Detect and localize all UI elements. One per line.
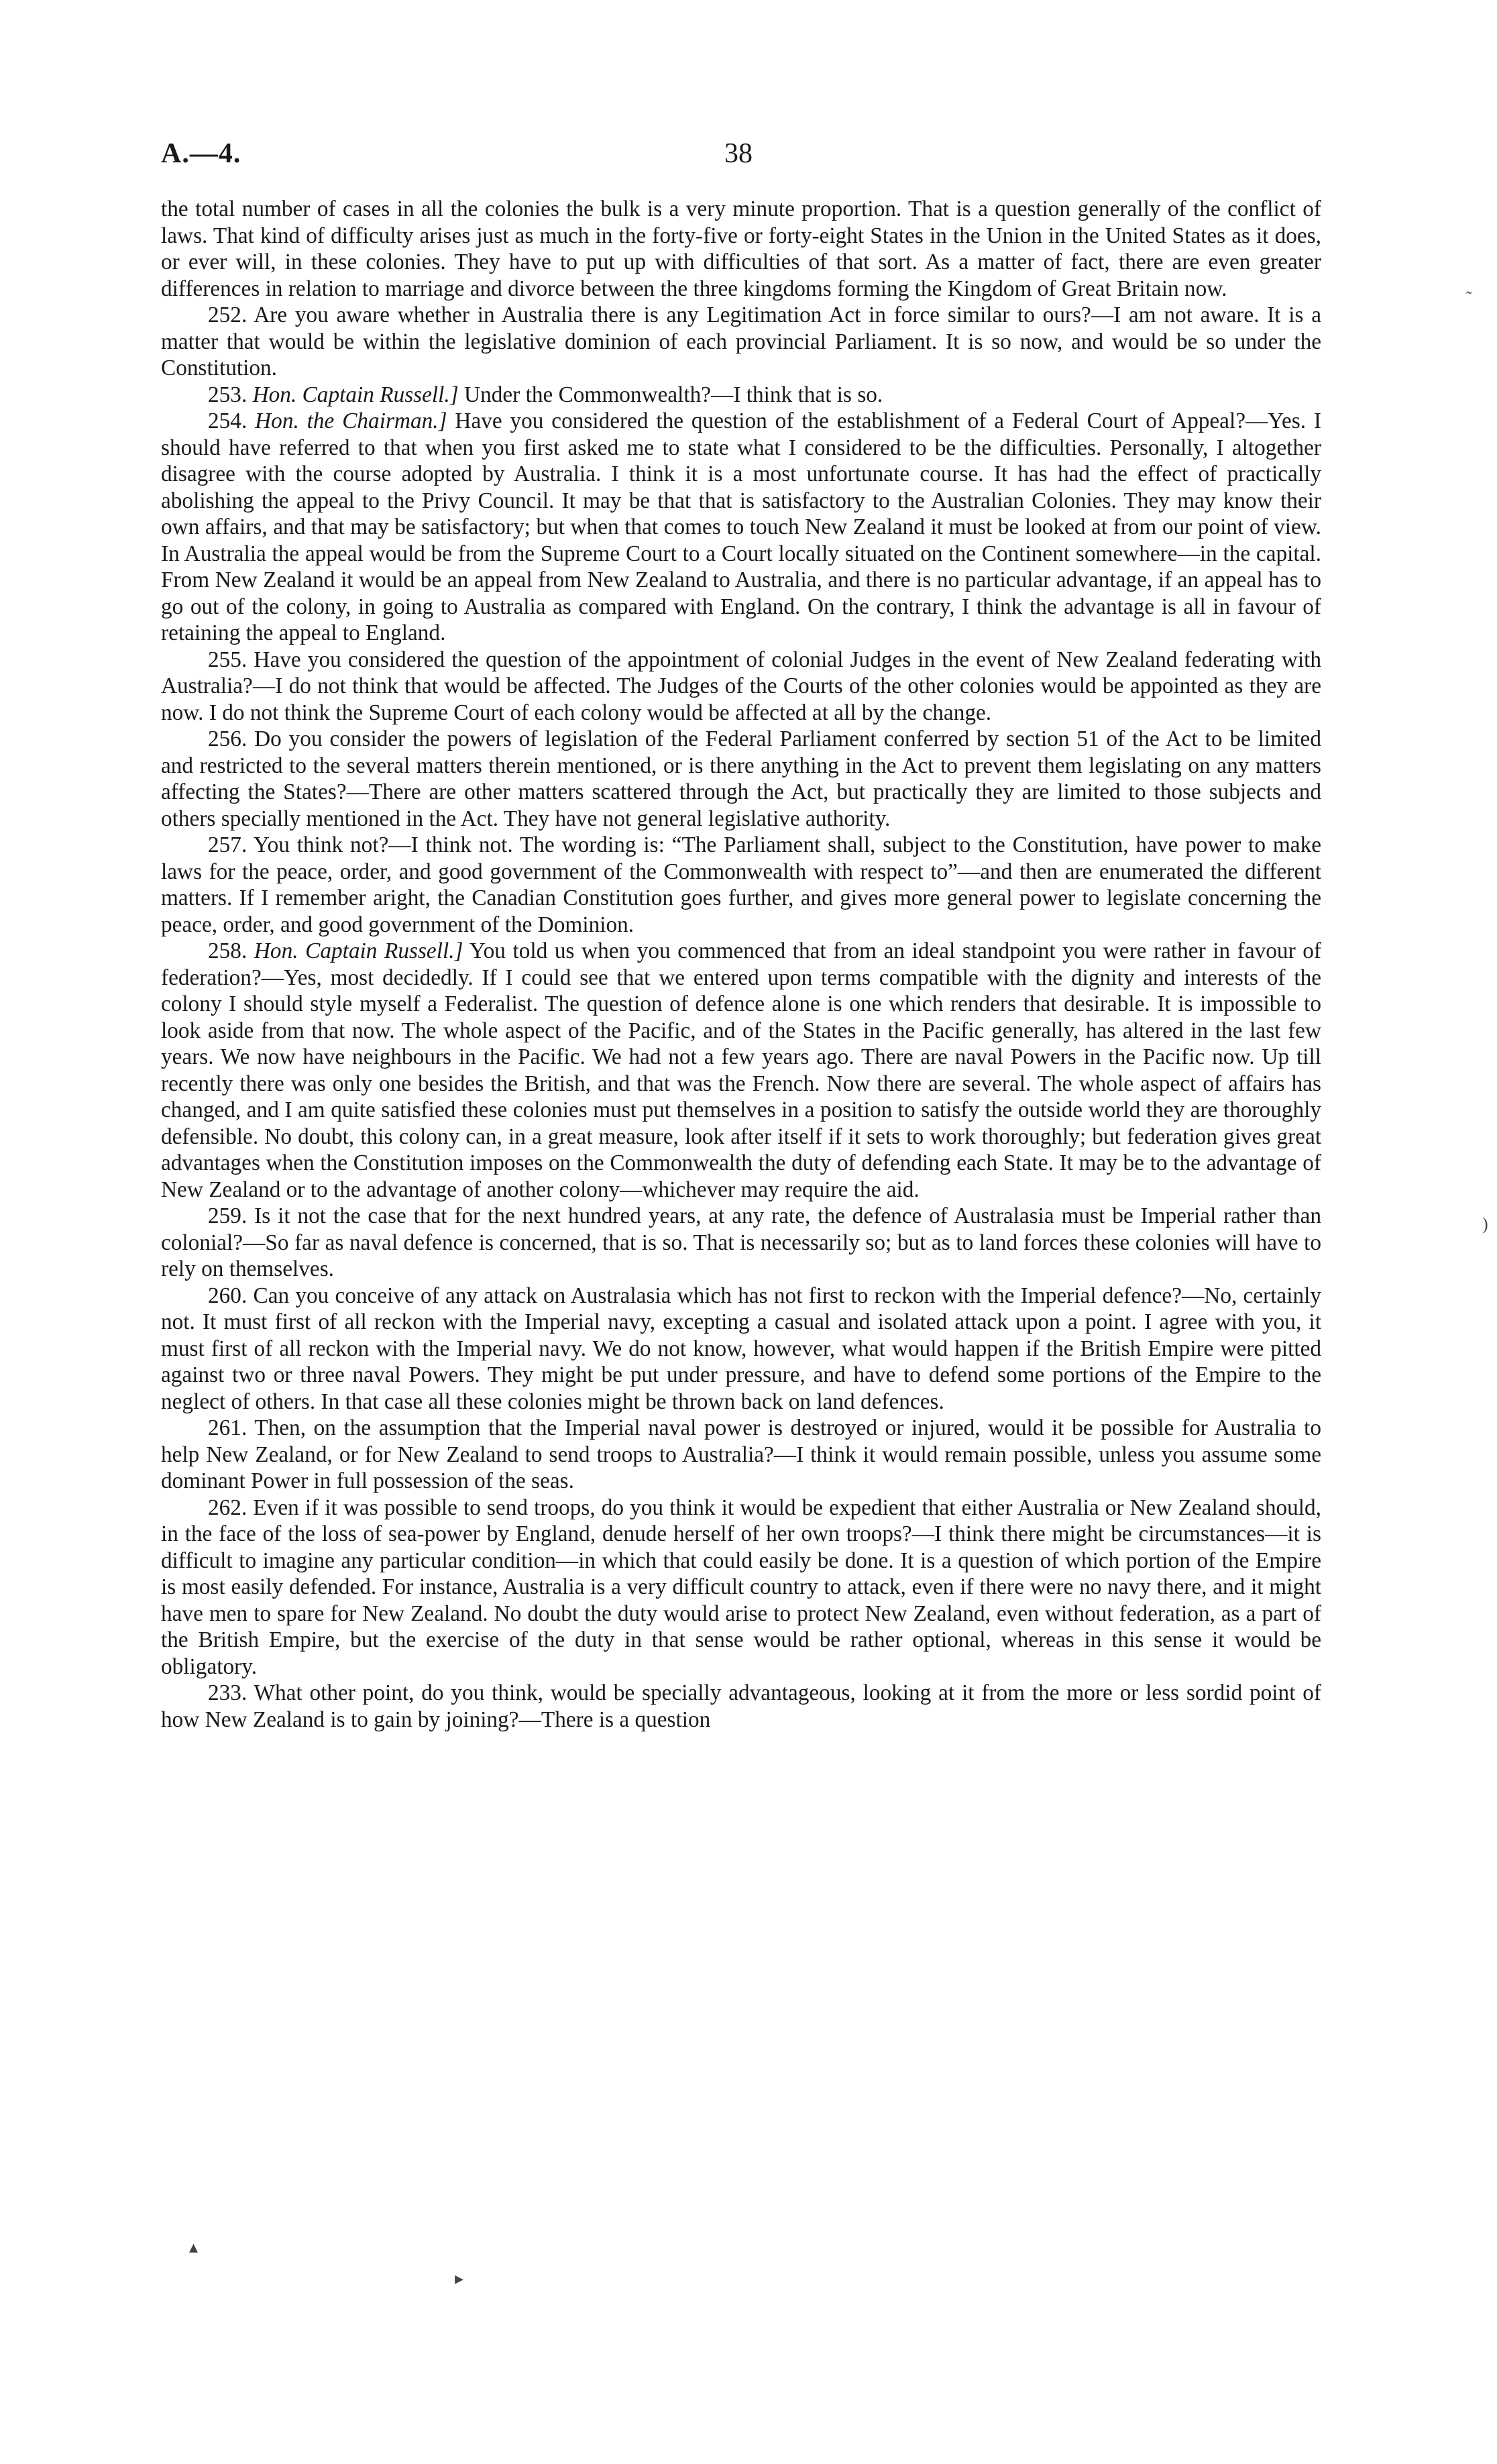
question-number: 259.: [208, 1203, 247, 1228]
scan-speck: ▸: [455, 2269, 464, 2288]
page-number: 38: [724, 138, 753, 169]
question-256: [161, 726, 1321, 832]
paragraph-text: Is it not the case that for the next hundred years, at any rate, the defence of Australasia must be Imperial rather than colonial?—So far as naval defence is concerned, that is so. That is necessarily so; but as to land forces these colonies will have to rely on themselves.: [161, 1203, 1321, 1281]
paragraph-text: the total number of cases in all the colonies the bulk is a very minute proportion. That is a question generally of the conflict of laws. That kind of difficulty arises just as much in the forty-five or forty-eight States in the Union in the United States as it does, or ever will, in these colonies. They have to put up with difficulties of that sort. As a matter of fact, there are even greater differences in relation to marriage and divorce between the three kingdoms forming the Kingdom of Great Britain now.: [161, 197, 1321, 301]
question-253: [161, 382, 1321, 409]
question-number: 262.: [208, 1495, 247, 1520]
paragraph-text: You told us when you commenced that from an ideal standpoint you were rather in favour of federation?—Yes, most decidedly. If I could see that we entered upon terms compatible with the dignity and interests of the colony I should style myself a Federalist. The question of defence alone is one which renders that desirable. It is impossible to look aside from that now. The whole aspect of the Pacific, and of the States in the Pacific generally, has altered in the last few years. We now have neighbours in the Pacific. We had not a few years ago. There are naval Powers in the Pacific now. Up till recently there was only one besides the British, and that was the French. Now there are several. The whole aspect of affairs has changed, and I am quite satisfied these colonies must put themselves in a position to satisfy the outside world they are thoroughly defensible. No doubt, this colony can, in a great measure, look after itself if it sets to work thoroughly; but federation gives great advantages when the Constitution imposes on the Commonwealth the duty of defending each State. It may be to the advantage of New Zealand or to the advantage of another colony—whichever may require the aid.: [161, 939, 1321, 1202]
question-number: 256.: [208, 727, 247, 751]
question-number: 233.: [208, 1680, 247, 1705]
question-number: 254.: [208, 409, 247, 433]
question-number: 258.: [208, 939, 247, 963]
question-259: [161, 1203, 1321, 1283]
body-text: [161, 196, 1321, 1733]
paragraph-text: What other point, do you think, would be specially advantageous, looking at it from the more or less sordid point of how New Zealand is to gain by joining?—There is a question: [161, 1680, 1321, 1732]
scan-speck: ): [1482, 1214, 1488, 1234]
speaker: Hon. Captain Russell.]: [254, 939, 463, 963]
question-258: [161, 938, 1321, 1203]
paragraph-text: Have you considered the question of the establishment of a Federal Court of Appeal?—Yes. I should have referred to that when you first asked me to state what I considered to be the difficulties. Personally, I altogether disagree with the course adopted by Australia. I think it is a most unfortunate course. It has had the effect of practically abolishing the appeal to the Privy Council. It may be that that is satisfactory to the Australian Colonies. They may know their own affairs, and that may be satisfactory; but when that comes to touch New Zealand it must be looked at from our point of view. In Australia the appeal would be from the Supreme Court to a Court locally situated on the Continent somewhere—in the capital. From New Zealand it would be an appeal from New Zealand to Australia, and there is no particular advantage, if an appeal has to go out of the colony, in going to Australia as compared with England. On the contrary, I think the advantage is all in favour of retaining the appeal to England.: [161, 409, 1321, 645]
question-254: [161, 408, 1321, 647]
question-number: 253.: [208, 382, 247, 407]
question-number: 252.: [208, 303, 247, 327]
question-262: [161, 1495, 1321, 1680]
question-number: 255.: [208, 647, 247, 672]
scan-speck: ˷: [1466, 275, 1472, 294]
question-number: 257.: [208, 833, 247, 857]
question-257: [161, 832, 1321, 938]
paragraph-text: You think not?—I think not. The wording is: “The Parliament shall, subject to the Constitution, have power to make laws for the peace, order, and good government of the Commonwealth with respect to”—and then are enumerated the different matters. If I remember aright, the Canadian Constitution goes further, and gives more general power to legislate concerning the peace, order, and good government of the Dominion.: [161, 833, 1322, 937]
paragraph-text: Then, on the assumption that the Imperial naval power is destroyed or injured, would it be possible for Australia to help New Zealand, or for New Zealand to send troops to Australia?—I think it would remain possible, unless you assume some dominant Power in full possession of the seas.: [161, 1415, 1321, 1493]
paragraph-text: Even if it was possible to send troops, do you think it would be expedient that either Australia or New Zealand should, in the face of the loss of sea-power by England, denude herself of her own troops?—I think there might be circumstances—it is difficult to imagine any particular condition—in which that could easily be done. It is a question of which portion of the Empire is most easily defended. For instance, Australia is a very difficult country to attack, even if there were no navy there, and it might have men to spare for New Zealand. No doubt the duty would arise to protect New Zealand, even without federation, as a part of the British Empire, but the exercise of the duty in that sense would be rather optional, whereas in this sense it would be obligatory.: [161, 1495, 1321, 1679]
speaker: Hon. Captain Russell.]: [252, 382, 459, 407]
paragraph-text: Are you aware whether in Australia there is any Legitimation Act in force similar to ours?—I am not aware. It is a matter that would be within the legislative dominion of each provincial Parliament. It is so now, and would be so under the Constitution.: [161, 303, 1321, 380]
paragraph: [161, 196, 1321, 302]
scan-speck: ▴: [189, 2237, 199, 2257]
question-252: [161, 302, 1321, 382]
page-header: [161, 138, 1321, 178]
paragraph-text: Have you considered the question of the appointment of colonial Judges in the event of New Zealand federating with Australia?—I do not think that would be affected. The Judges of the Courts of the other colonies would be appointed as they are now. I do not think the Supreme Court of each colony would be affected at all by the change.: [161, 647, 1321, 725]
speaker: Hon. the Chairman.]: [255, 409, 447, 433]
paragraph-text: Under the Commonwealth?—I think that is so.: [464, 382, 883, 407]
paragraph-text: Do you consider the powers of legislation of the Federal Parliament conferred by section 51 of the Act to be limited and restricted to the several matters therein mentioned, or is there anything in the Act to prevent them legislating on any matters affecting the States?—There are other matters scattered through the Act, but practically they are limited to those subjects and others specially mentioned in the Act. They have not general legislative authority.: [161, 727, 1321, 831]
question-number: 261.: [208, 1415, 247, 1440]
document-reference: A.—4.: [161, 138, 241, 169]
question-261: [161, 1415, 1321, 1495]
question-255: [161, 647, 1321, 727]
question-number: 260.: [208, 1283, 247, 1308]
question-233: [161, 1680, 1321, 1733]
question-260: [161, 1283, 1321, 1415]
paragraph-text: Can you conceive of any attack on Australasia which has not first to reckon with the Imperial defence?—No, certainly not. It must first of all reckon with the Imperial navy, excepting a casual and isolated attack upon a point. I agree with you, it must first of all reckon with the Imperial navy. We do not know, however, what would happen if the British Empire were pitted against two or three naval Powers. They might be put under pressure, and have to defend some portions of the Empire to the neglect of others. In that case all these colonies might be thrown back on land defences.: [161, 1283, 1321, 1414]
